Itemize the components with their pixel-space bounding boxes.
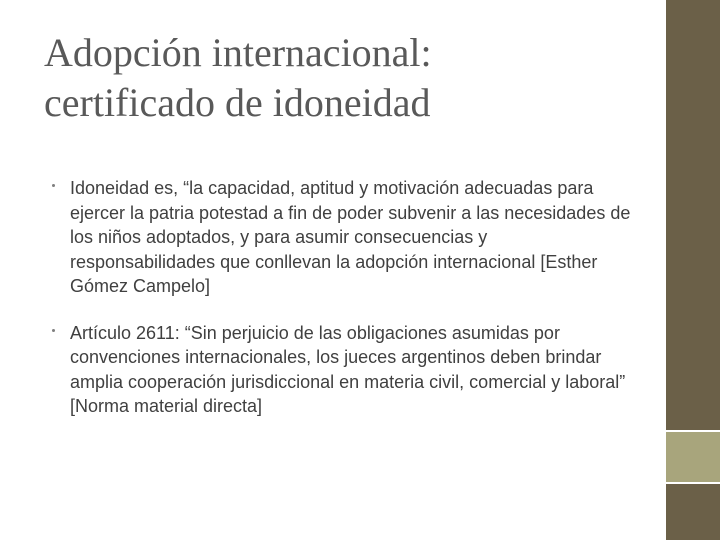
bullet-item (52, 321, 632, 419)
bullet-dot-icon (52, 329, 55, 332)
bullet-list (52, 176, 632, 441)
side-bar-divider (666, 482, 720, 484)
bullet-text: Idoneidad es, “la capacidad, aptitud y motivación adecuadas para ejercer la patria potestad a fin de poder subvenir a las necesidades de los niños adoptados, y para asumir consecuencias y responsabilidades que conllevan la adopción internacional [Esther Gómez Campelo] (70, 178, 631, 296)
bullet-item (52, 176, 632, 299)
slide-title (44, 28, 644, 128)
title-line-2: certificado de idoneidad (44, 80, 431, 125)
title-line-1: Adopción internacional: (44, 30, 432, 75)
bullet-text: Artículo 2611: “Sin perjuicio de las obligaciones asumidas por convenciones internacionales, los jueces argentinos deben brindar amplia cooperación jurisdiccional en materia civil, comercial y laboral” [Norma material directa] (70, 322, 626, 416)
side-bar-light (666, 432, 720, 482)
bullet-dot-icon (52, 184, 55, 187)
